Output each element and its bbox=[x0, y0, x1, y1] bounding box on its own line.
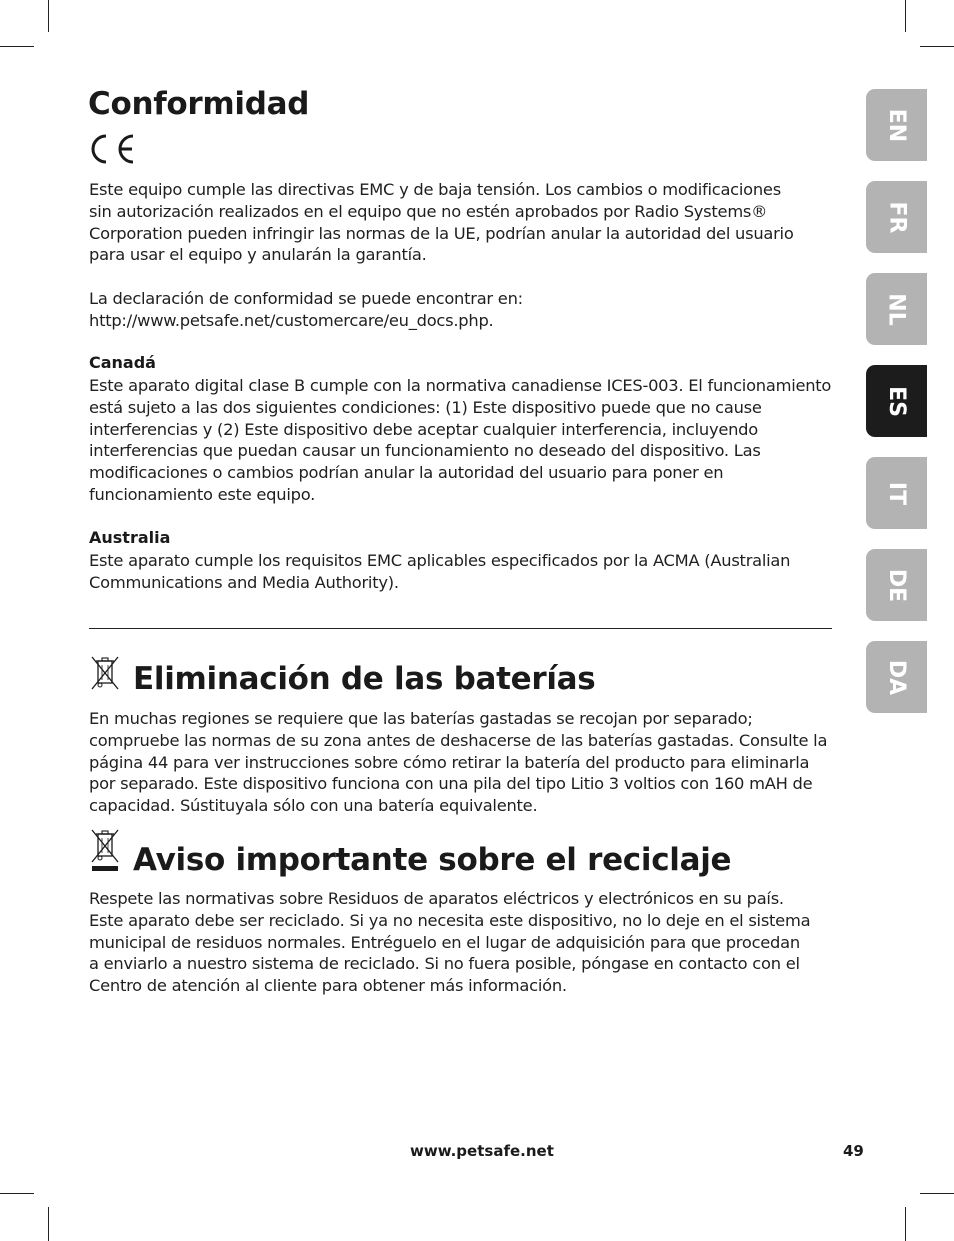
tab-label: FR bbox=[884, 201, 909, 233]
text-line: Este aparato digital clase B cumple con la normativa canadiense ICES-003. El funcionamiento bbox=[89, 376, 832, 395]
crossed-bin-icon bbox=[89, 655, 121, 691]
ce-mark-icon bbox=[88, 132, 138, 166]
tab-label: IT bbox=[883, 481, 909, 505]
tab-label: EN bbox=[883, 108, 909, 142]
text-line: En muchas regiones se requiere que las baterías gastadas se recojan por separado; bbox=[89, 709, 753, 728]
declaration-paragraph bbox=[89, 288, 839, 332]
tab-label: DE bbox=[883, 568, 909, 602]
crop-mark bbox=[920, 1193, 954, 1194]
batteries-paragraph bbox=[89, 708, 839, 817]
text-line: Centro de atención al cliente para obtener más información. bbox=[89, 976, 567, 996]
text-line: Este equipo cumple las directivas EMC y de baja tensión. Los cambios o modificaciones bbox=[89, 180, 781, 199]
crop-mark bbox=[48, 0, 49, 32]
text-line: Corporation pueden infringir las normas de la UE, podrían anular la autoridad del usuario bbox=[89, 223, 794, 243]
text-line: a enviarlo a nuestro sistema de reciclado. Si no fuera posible, póngase en contacto con el bbox=[89, 954, 800, 974]
text-line: Este aparato debe ser reciclado. Si ya no necesita este dispositivo, no lo deje en el sistema bbox=[89, 910, 811, 930]
text-line: capacidad. Sústituyala sólo con una batería equivalente. bbox=[89, 796, 538, 816]
text-line: La declaración de conformidad se puede encontrar en: bbox=[89, 289, 523, 308]
page-number: 49 bbox=[843, 1142, 864, 1160]
crop-mark bbox=[0, 1193, 34, 1194]
language-tab-it[interactable] bbox=[866, 457, 927, 529]
text-line: Communications and Media Authority). bbox=[89, 572, 399, 592]
text-line: interferencias que puedan causar un funcionamiento no deseado del dispositivo. Las bbox=[89, 441, 761, 461]
text-line: sin autorización realizados en el equipo que no estén aprobados por Radio Systems® bbox=[89, 201, 768, 221]
language-tab-fr[interactable] bbox=[866, 181, 927, 253]
text-line: municipal de residuos normales. Entréguelo en el lugar de adquisición para que procedan bbox=[89, 932, 800, 952]
language-tab-en[interactable] bbox=[866, 89, 927, 161]
australia-paragraph bbox=[89, 550, 839, 594]
tab-label: NL bbox=[884, 292, 909, 326]
canada-heading: Canadá bbox=[89, 353, 156, 372]
recycling-title: Aviso importante sobre el reciclaje bbox=[133, 842, 732, 878]
crop-mark bbox=[905, 1207, 906, 1241]
text-line: funcionamiento este equipo. bbox=[89, 484, 316, 504]
text-line: por separado. Este dispositivo funciona con una pila del tipo Litio 3 voltios con 160 mAH de bbox=[89, 774, 813, 794]
recycling-paragraph bbox=[89, 888, 839, 997]
crop-mark bbox=[905, 0, 906, 32]
page-title: Conformidad bbox=[88, 86, 310, 122]
text-line: Este aparato cumple los requisitos EMC aplicables especificados por la ACMA (Australian bbox=[89, 551, 791, 570]
crop-mark bbox=[48, 1207, 49, 1241]
batteries-title: Eliminación de las baterías bbox=[133, 661, 596, 697]
tab-label: DA bbox=[883, 659, 909, 695]
language-tab-da[interactable] bbox=[866, 641, 927, 713]
declaration-url: http://www.petsafe.net/customercare/eu_docs.php. bbox=[89, 310, 494, 330]
text-line: Respete las normativas sobre Residuos de aparatos eléctricos y electrónicos en su país. bbox=[89, 889, 784, 908]
footer-url[interactable]: www.petsafe.net bbox=[410, 1142, 554, 1160]
text-line: interferencias y (2) Este dispositivo debe aceptar cualquier interferencia, incluyendo bbox=[89, 419, 758, 439]
text-line: está sujeto a las dos siguientes condiciones: (1) Este dispositivo puede que no cause bbox=[89, 397, 762, 417]
crop-mark bbox=[920, 46, 954, 47]
australia-heading: Australia bbox=[89, 528, 171, 547]
intro-paragraph bbox=[89, 179, 839, 266]
canada-paragraph bbox=[89, 375, 839, 506]
text-line: página 44 para ver instrucciones sobre cómo retirar la batería del producto para eliminarla bbox=[89, 752, 810, 772]
tab-label: ES bbox=[884, 385, 909, 417]
text-line: modificaciones o cambios podrían anular la autoridad del usuario para poner en bbox=[89, 463, 724, 483]
language-tab-nl[interactable] bbox=[866, 273, 927, 345]
language-tab-es[interactable] bbox=[866, 365, 927, 437]
crop-mark bbox=[0, 46, 34, 47]
text-line: para usar el equipo y anularán la garantía. bbox=[89, 245, 427, 265]
section-divider bbox=[89, 628, 832, 629]
text-line: compruebe las normas de su zona antes de deshacerse de las baterías gastadas. Consulte la bbox=[89, 730, 828, 750]
weee-bin-icon bbox=[89, 828, 121, 872]
language-tab-de[interactable] bbox=[866, 549, 927, 621]
